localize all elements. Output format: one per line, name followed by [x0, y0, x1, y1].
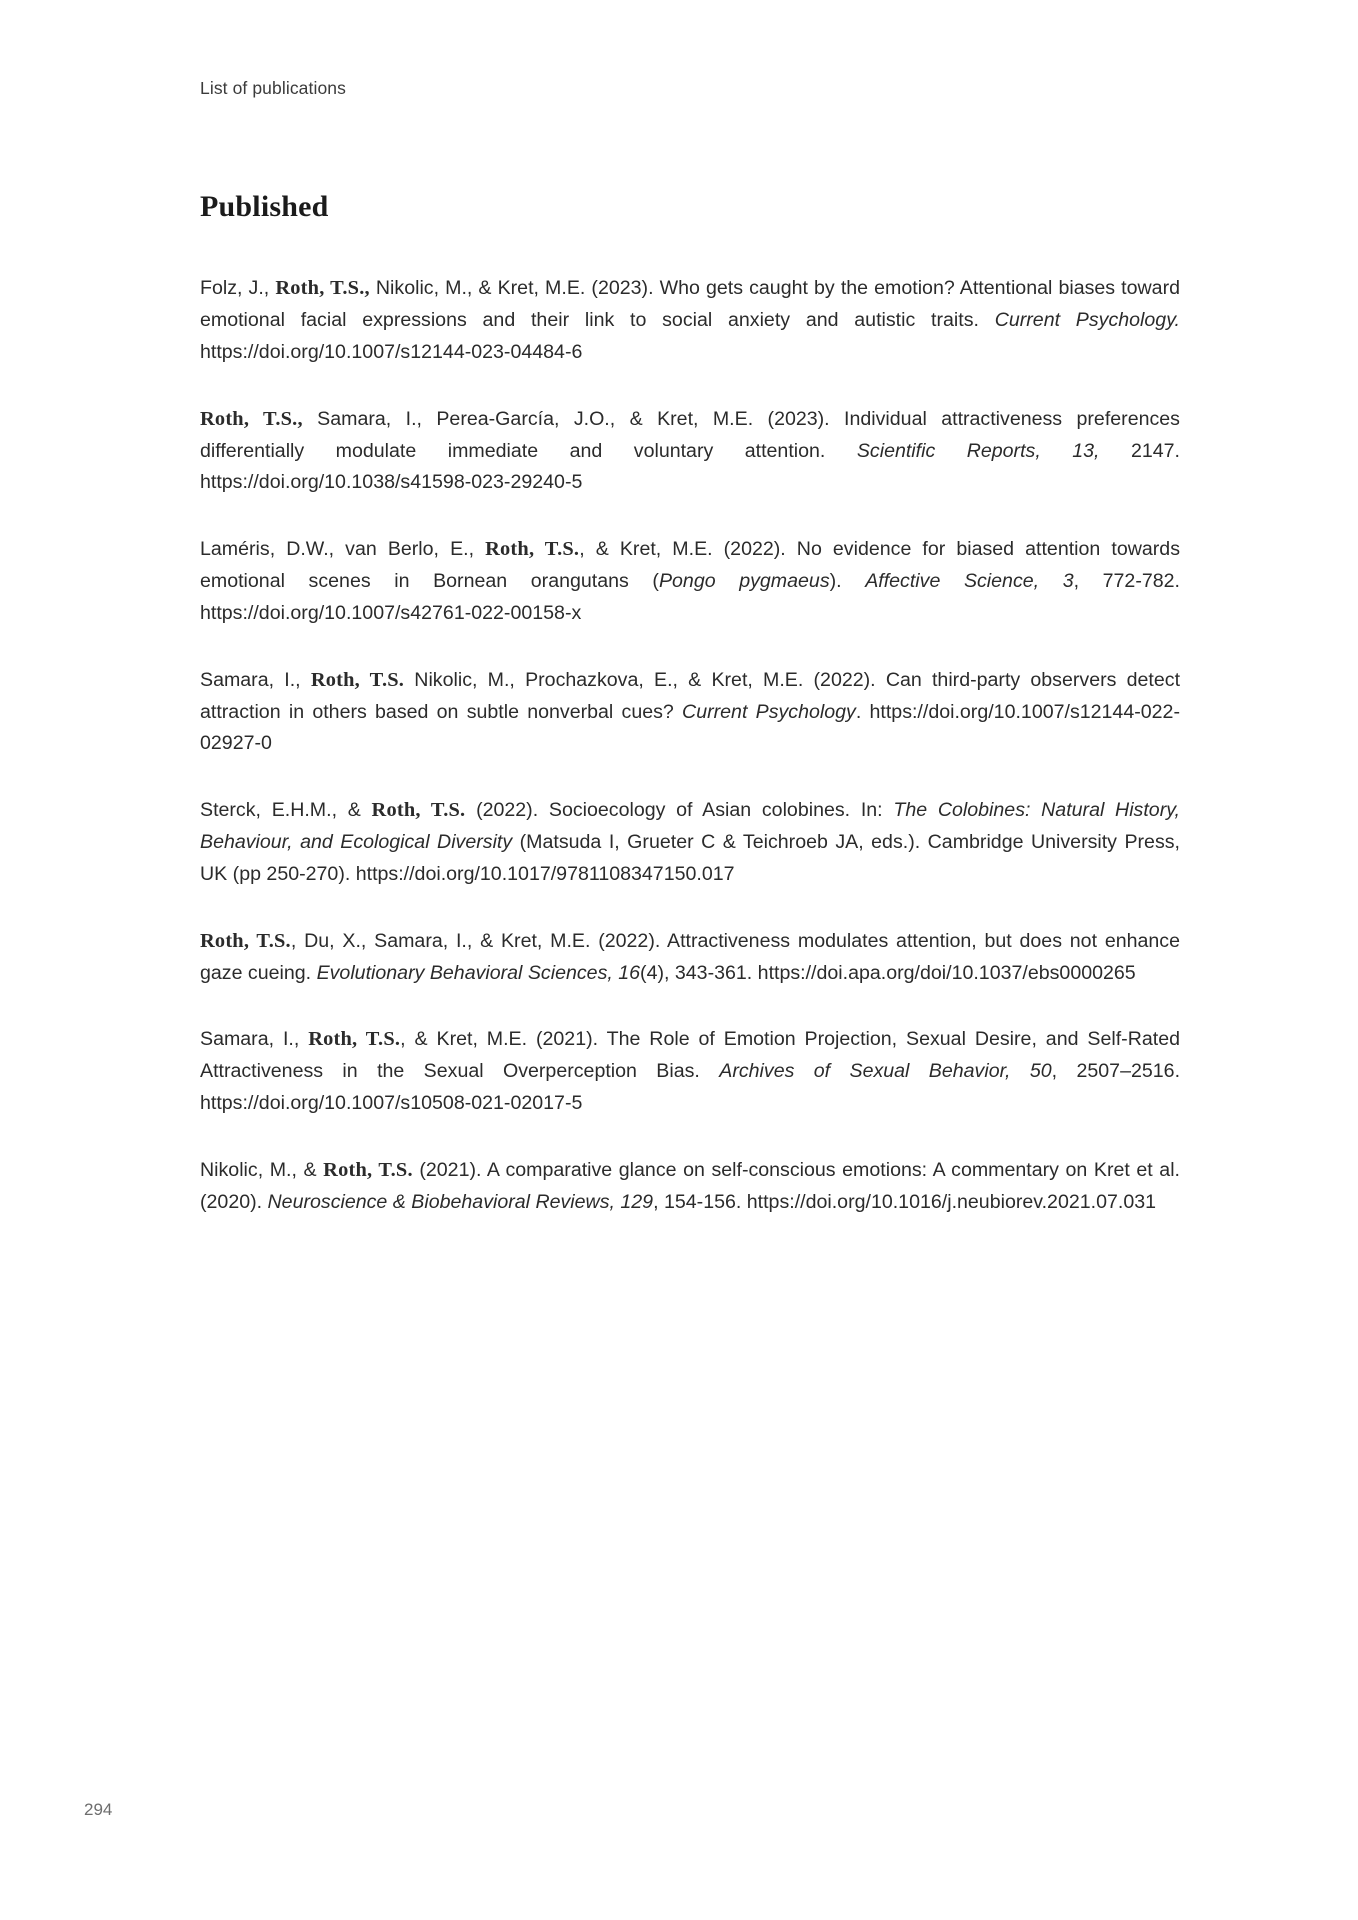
- reference-list: [200, 272, 1180, 1219]
- publication-list-section: [200, 190, 1180, 1219]
- reference-entry: Samara, I., Roth, T.S. Nikolic, M., Prochazkova, E., & Kret, M.E. (2022). Can third-party observers detect attraction in others based on subtle nonverbal cues? Current Psychology. https://doi.org/10.1007/s12144-022-02927-0: [200, 668, 1181, 755]
- reference-entry: Samara, I., Roth, T.S., & Kret, M.E. (2021). The Role of Emotion Projection, Sexual Desire, and Self-Rated Attractiveness in the Sexual Overperception Bias. Archives of Sexual Behavior, 50, 2507–2516. https://doi.org/10.1007/s10508-021-02017-5: [200, 1028, 1181, 1115]
- running-head: List of publications: [200, 78, 346, 98]
- reference-entry: Sterck, E.H.M., & Roth, T.S. (2022). Socioecology of Asian colobines. In: The Colobines: Natural History, Behaviour, and Ecological Diversity (Matsuda I, Grueter C & Teichroeb JA, eds.). Cambridge University Press, UK (pp 250-270). https://doi.org/10.1017/9781108347150.017: [200, 799, 1181, 885]
- reference-entry: Folz, J., Roth, T.S., Nikolic, M., & Kret, M.E. (2023). Who gets caught by the emotion? Attentional biases toward emotional facial expressions and their link to social anxiety and autistic traits. Current Psychology. https://doi.org/10.1007/s12144-023-04484-6: [200, 277, 1180, 363]
- section-heading-published: Published: [200, 190, 329, 223]
- reference-entry: Roth, T.S., Samara, I., Perea-García, J.O., & Kret, M.E. (2023). Individual attractiveness preferences differentially modulate immediate and voluntary attention. Scientific Reports, 13, 2147. https://doi.org/10.1038/s41598-023-29240-5: [200, 407, 1180, 494]
- reference-entry: Laméris, D.W., van Berlo, E., Roth, T.S., & Kret, M.E. (2022). No evidence for biased attention towards emotional scenes in Bornean orangutans (Pongo pygmaeus). Affective Science, 3, 772-782. https://doi.org/10.1007/s42761-022-00158-x: [200, 538, 1180, 624]
- page-number: 294: [84, 1800, 113, 1819]
- reference-entry: Roth, T.S., Du, X., Samara, I., & Kret, M.E. (2022). Attractiveness modulates attention, but does not enhance gaze cueing. Evolutionary Behavioral Sciences, 16(4), 343-361. https://doi.apa.org/doi/10.1037/ebs0000265: [200, 929, 1181, 984]
- reference-entry: Nikolic, M., & Roth, T.S. (2021). A comparative glance on self-conscious emotions: A commentary on Kret et al. (2020). Neuroscience & Biobehavioral Reviews, 129, 154-156. https://doi.org/10.1016/j.neubiorev.2021.07.031: [200, 1158, 1180, 1213]
